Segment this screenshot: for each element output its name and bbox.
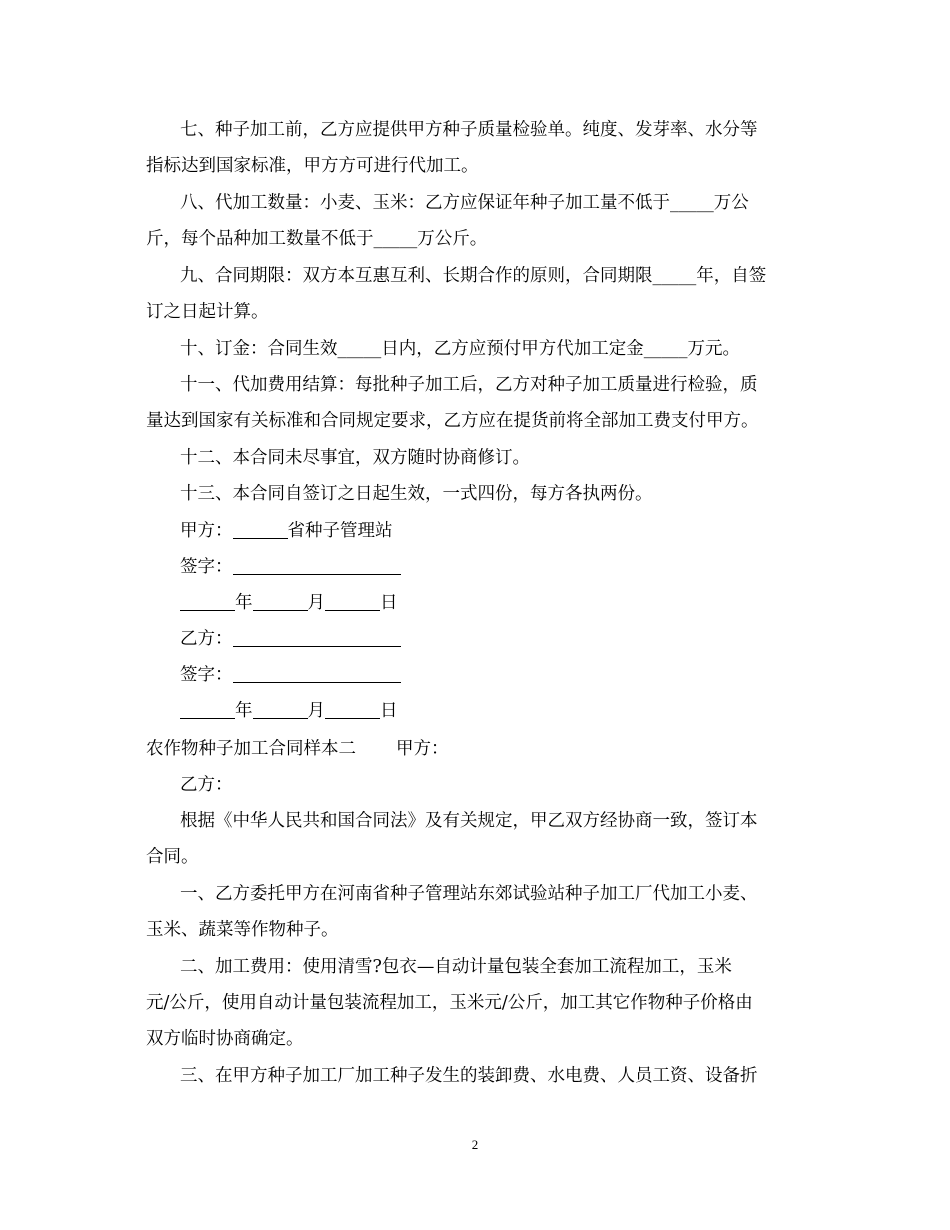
party-b-sign-line xyxy=(146,657,840,693)
sample-two-party-b: 乙方： xyxy=(180,775,233,795)
party-a-sign-label: 签字： xyxy=(180,557,233,577)
clause-11-line-2: 量达到国家有关标准和合同规定要求，乙方应在提货前将全部加工费支付甲方。 xyxy=(146,411,759,431)
party-b-sign-blank xyxy=(233,662,401,683)
clause-9-line-1: 九、合同期限：双方本互惠互利、长期合作的原则，合同期限_____年，自签 xyxy=(180,266,767,286)
party-b-sign-label: 签字： xyxy=(180,665,233,685)
party-b-label: 乙方： xyxy=(180,629,233,649)
page-number: 2 xyxy=(471,1137,479,1152)
party-b-month-blank xyxy=(253,698,308,719)
section-1-line-2: 玉米、蔬菜等作物种子。 xyxy=(146,920,339,940)
party-a-year-label: 年 xyxy=(235,593,253,613)
clause-8-line-2: 斤，每个品种加工数量不低于_____万公斤。 xyxy=(146,229,488,249)
party-a-sign-line xyxy=(146,549,840,585)
clause-7 xyxy=(146,112,806,184)
section-3-line-1: 三、在甲方种子加工厂加工种子发生的装卸费、水电费、人员工资、设备折 xyxy=(180,1066,758,1086)
party-b-date-line xyxy=(146,693,840,729)
section-1-line-1: 一、乙方委托甲方在河南省种子管理站东郊试验站种子加工厂代加工小麦、 xyxy=(180,884,758,904)
clause-9 xyxy=(146,258,806,330)
clause-7-line-1: 七、种子加工前，乙方应提供甲方种子质量检验单。纯度、发芽率、水分等 xyxy=(180,120,758,140)
sample-two-section-3 xyxy=(146,1058,806,1094)
party-b-line xyxy=(146,621,840,657)
section-2-line-2: 元/公斤，使用自动计量包装流程加工，玉米元/公斤，加工其它作物种子价格由 xyxy=(146,993,753,1013)
party-b-day-blank xyxy=(325,698,380,719)
section-2-line-3: 双方临时协商确定。 xyxy=(146,1029,304,1049)
party-a-blank xyxy=(233,518,288,539)
clause-10-line-1: 十、订金：合同生效_____日内，乙方应预付甲方代加工定金_____万元。 xyxy=(180,339,740,359)
clause-12 xyxy=(146,440,806,476)
party-b-day-label: 日 xyxy=(380,701,398,721)
clause-7-line-2: 指标达到国家标准，甲方方可进行代加工。 xyxy=(146,156,479,176)
sample-two-section-1 xyxy=(146,876,806,948)
party-b-month-label: 月 xyxy=(307,701,325,721)
sample-two-title: 农作物种子加工合同样本二 xyxy=(146,739,356,759)
sample-two-party-a: 甲方： xyxy=(396,739,449,759)
party-a-prefix: 甲方： xyxy=(180,521,233,541)
clause-13 xyxy=(146,476,806,512)
clause-10 xyxy=(146,331,806,367)
clause-13-line-1: 十三、本合同自签订之日起生效，一式四份，每方各执两份。 xyxy=(180,484,653,504)
party-a-day-blank xyxy=(325,590,380,611)
clause-11 xyxy=(146,367,806,439)
party-a-month-blank xyxy=(253,590,308,611)
party-a-line xyxy=(146,513,840,549)
party-b-year-label: 年 xyxy=(235,701,253,721)
party-a-day-label: 日 xyxy=(380,593,398,613)
clause-11-line-1: 十一、代加费用结算：每批种子加工后，乙方对种子加工质量进行检验，质 xyxy=(180,375,758,395)
sample-two-heading xyxy=(146,731,806,767)
party-a-sign-blank xyxy=(233,554,401,575)
sample-two-section-2 xyxy=(146,949,806,1057)
party-a-suffix: 省种子管理站 xyxy=(287,521,393,541)
sample-two-party-b-line xyxy=(146,767,840,803)
clause-9-line-2: 订之日起计算。 xyxy=(146,302,269,322)
clause-8 xyxy=(146,185,806,257)
party-a-date-line xyxy=(146,585,840,621)
sample-two-intro-line-2: 合同。 xyxy=(146,847,199,867)
sample-two-intro xyxy=(146,803,806,875)
sample-two-intro-line-1: 根据《中华人民共和国合同法》及有关规定，甲乙双方经协商一致，签订本 xyxy=(180,811,758,831)
section-2-line-1: 二、加工费用：使用清雪?包衣—自动计量包装全套加工流程加工，玉米 xyxy=(180,957,732,977)
clause-8-line-1: 八、代加工数量：小麦、玉米：乙方应保证年种子加工量不低于_____万公 xyxy=(180,193,749,213)
party-a-year-blank xyxy=(180,590,235,611)
clause-12-line-1: 十二、本合同未尽事宜，双方随时协商修订。 xyxy=(180,448,530,468)
party-a-month-label: 月 xyxy=(307,593,325,613)
party-b-blank xyxy=(233,626,401,647)
party-b-year-blank xyxy=(180,698,235,719)
